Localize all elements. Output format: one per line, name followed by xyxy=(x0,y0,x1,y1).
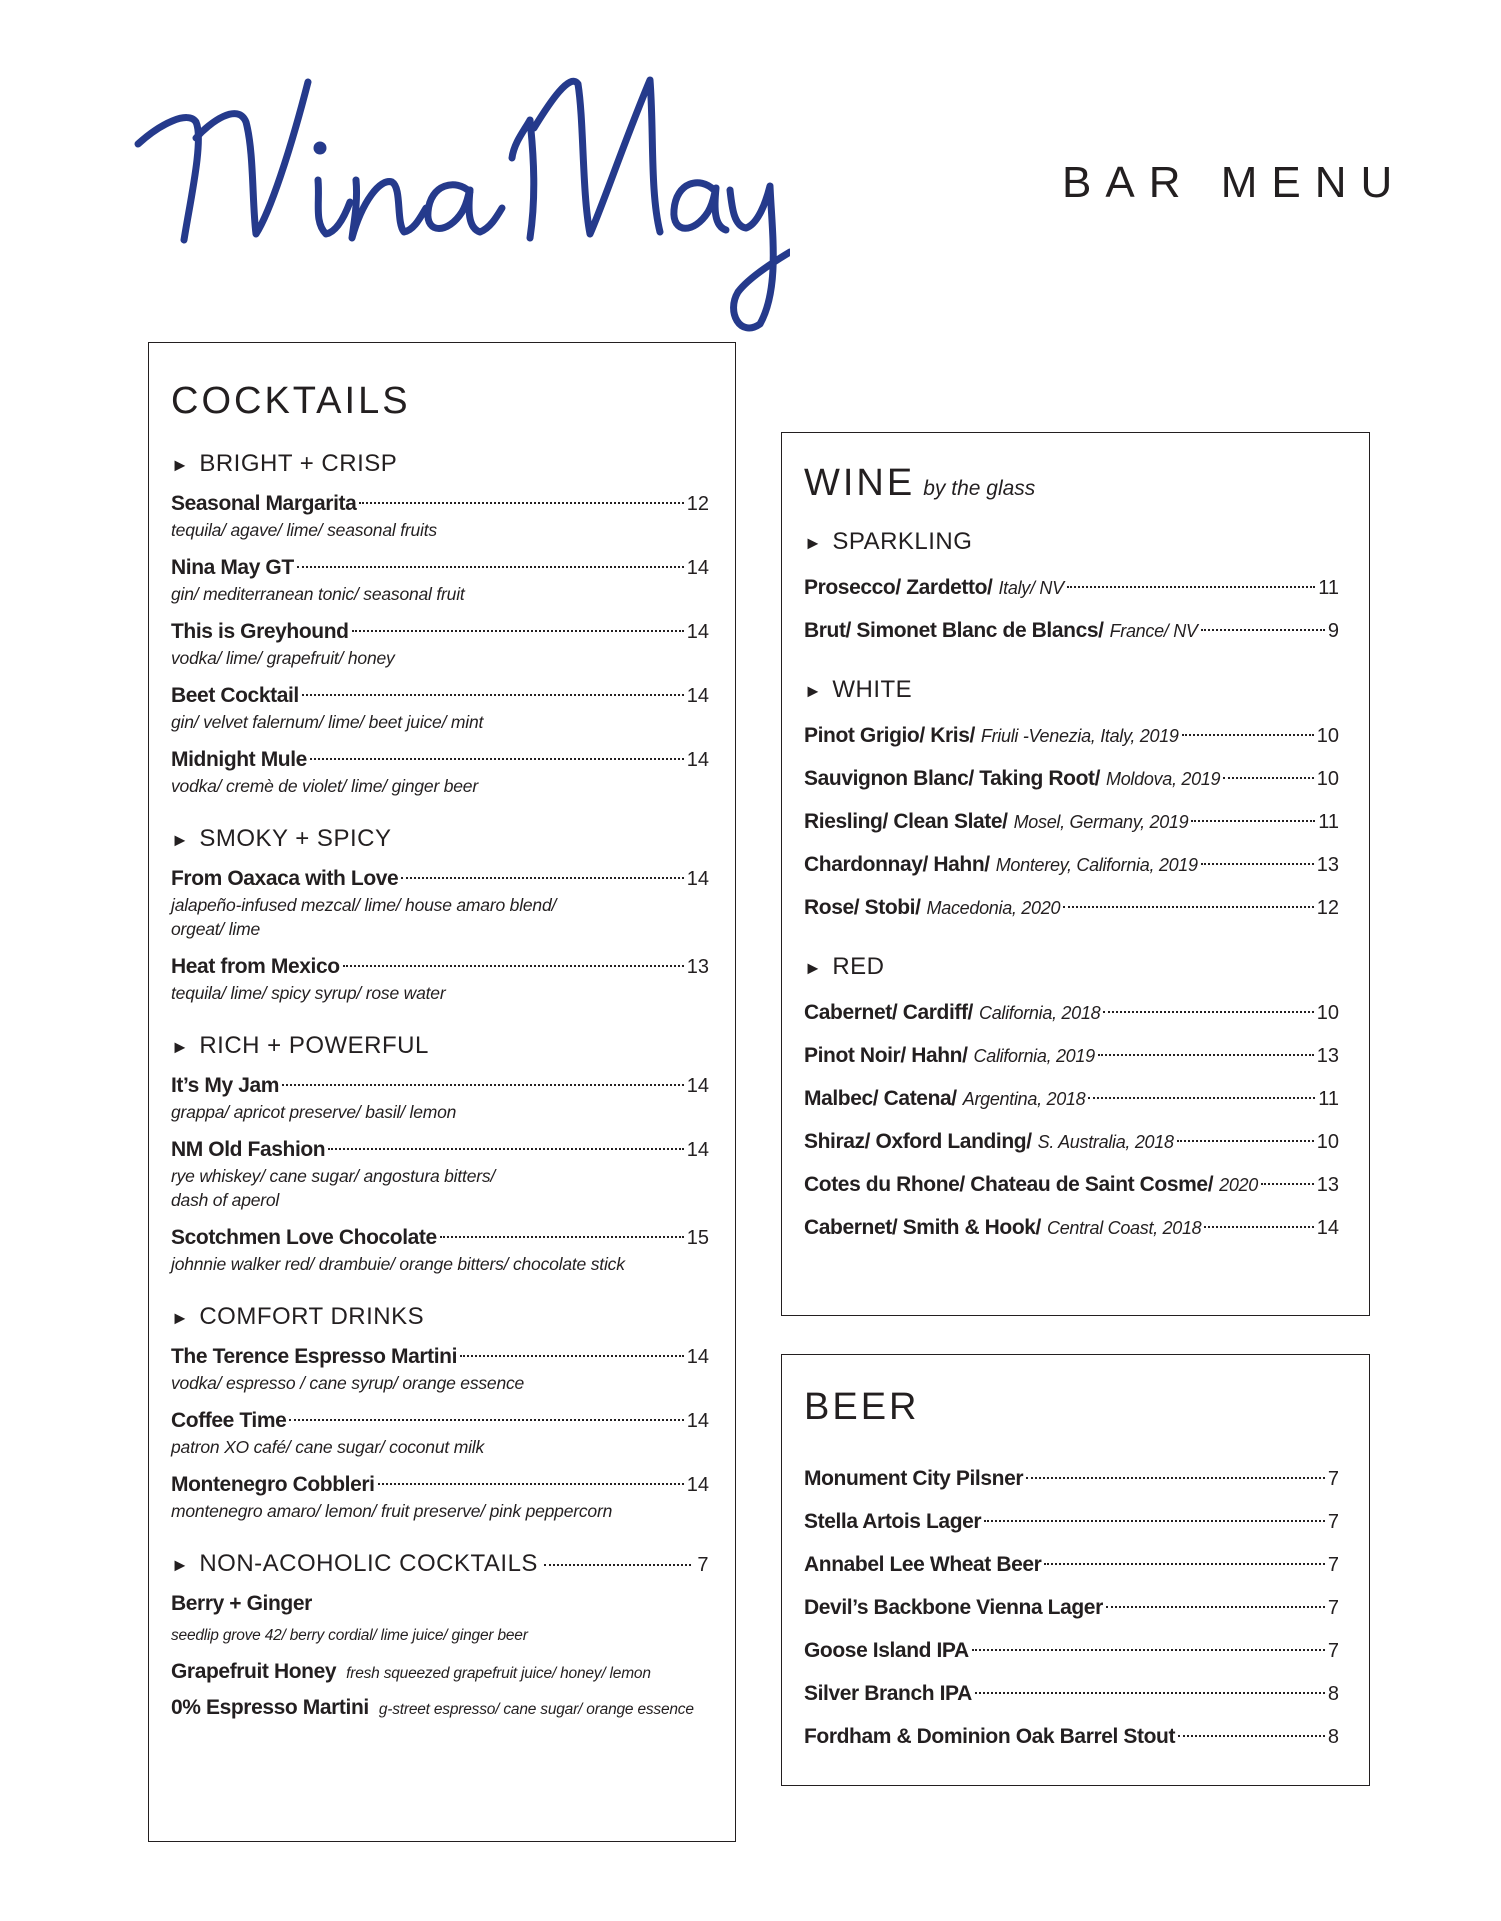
dot-leader xyxy=(1088,1097,1315,1099)
wine-origin: Argentina, 2018 xyxy=(962,1089,1086,1109)
wine-item xyxy=(804,808,1339,836)
item-name: This is Greyhound xyxy=(171,620,349,643)
menu-item xyxy=(171,865,709,941)
section-heading xyxy=(804,675,1339,706)
section-heading-label: SMOKY + SPICY xyxy=(199,825,392,852)
wine-origin: Macedonia, 2020 xyxy=(926,898,1061,918)
wine-item xyxy=(804,1042,1339,1070)
wine-origin: 2020 xyxy=(1219,1175,1258,1195)
item-price: 14 xyxy=(686,685,709,707)
wine-price: 12 xyxy=(1316,897,1339,919)
menu-item-line xyxy=(171,865,709,893)
wine-price: 10 xyxy=(1316,768,1339,790)
menu-item xyxy=(171,490,709,542)
menu-item-line xyxy=(171,953,709,981)
triangle-bullet-icon: ► xyxy=(171,1037,190,1057)
wine-price: 13 xyxy=(1316,854,1339,876)
item-price: 13 xyxy=(686,956,709,978)
wine-name: Pinot Noir/ Hahn/ xyxy=(804,1044,968,1067)
dot-leader xyxy=(297,566,684,568)
wine-name: Cabernet/ Cardiff/ xyxy=(804,1001,973,1024)
menu-item xyxy=(171,682,709,734)
wine-price: 13 xyxy=(1316,1174,1339,1196)
item-description: fresh squeezed grapefruit juice/ honey/ lemon xyxy=(346,1665,651,1682)
triangle-bullet-icon: ► xyxy=(804,533,823,553)
dot-leader xyxy=(1063,906,1314,908)
dot-leader xyxy=(984,1520,1325,1522)
item-description: tequila/ agave/ lime/ seasonal fruits xyxy=(171,520,437,540)
item-name: It’s My Jam xyxy=(171,1074,280,1097)
menu-item xyxy=(171,1072,709,1124)
dot-leader xyxy=(352,630,684,632)
dot-leader xyxy=(1204,1226,1313,1228)
menu-item xyxy=(171,1407,709,1459)
non-alcoholic-heading xyxy=(171,1549,709,1580)
wine-origin: Moldova, 2019 xyxy=(1106,769,1221,789)
section-heading xyxy=(171,449,709,480)
dot-leader xyxy=(972,1649,1325,1651)
item-description: vodka/ espresso / cane syrup/ orange essence xyxy=(171,1373,525,1393)
dot-leader xyxy=(1261,1183,1314,1185)
beer-name: Fordham & Dominion Oak Barrel Stout xyxy=(804,1725,1176,1748)
item-price: 15 xyxy=(686,1227,709,1249)
section-heading-label: COMFORT DRINKS xyxy=(199,1303,425,1330)
wine-item xyxy=(804,894,1339,922)
nina-may-logo xyxy=(130,62,790,342)
menu-item xyxy=(171,1136,709,1212)
beer-item xyxy=(804,1465,1339,1493)
menu-item xyxy=(171,953,709,1005)
menu-item xyxy=(171,746,709,798)
dot-leader xyxy=(310,758,684,760)
menu-item-line xyxy=(171,682,709,710)
item-name: From Oaxaca with Love xyxy=(171,867,399,890)
item-name: Midnight Mule xyxy=(171,748,307,771)
item-name: Montenegro Cobbleri xyxy=(171,1473,375,1496)
item-name: Grapefruit Honey xyxy=(171,1660,337,1683)
item-price: 14 xyxy=(686,1346,709,1368)
wine-origin: Italy/ NV xyxy=(998,578,1064,598)
section-heading xyxy=(171,1302,709,1333)
item-price: 14 xyxy=(686,1139,709,1161)
menu-item xyxy=(171,1590,709,1648)
dot-leader xyxy=(440,1236,684,1238)
wine-name: Malbec/ Catena/ xyxy=(804,1087,957,1110)
wine-item xyxy=(804,999,1339,1027)
beer-item xyxy=(804,1680,1339,1708)
item-price: 14 xyxy=(686,868,709,890)
wine-item xyxy=(804,574,1339,602)
wine-item xyxy=(804,1128,1339,1156)
beer-item xyxy=(804,1594,1339,1622)
wine-item xyxy=(804,617,1339,645)
menu-item xyxy=(171,1471,709,1523)
wine-origin: Mosel, Germany, 2019 xyxy=(1013,812,1189,832)
item-price: 14 xyxy=(686,621,709,643)
wine-origin: Monterey, California, 2019 xyxy=(995,855,1198,875)
wine-price: 11 xyxy=(1318,811,1339,833)
item-name: Seasonal Margarita xyxy=(171,492,357,515)
wine-item xyxy=(804,765,1339,793)
item-description: gin/ velvet falernum/ lime/ beet juice/ mint xyxy=(171,712,484,732)
triangle-bullet-icon: ► xyxy=(171,1308,190,1328)
triangle-bullet-icon: ► xyxy=(804,681,823,701)
wine-name: Sauvignon Blanc/ Taking Root/ xyxy=(804,767,1101,790)
wine-origin: Friuli -Venezia, Italy, 2019 xyxy=(980,726,1179,746)
menu-item-line xyxy=(171,618,709,646)
wine-name: Brut/ Simonet Blanc de Blancs/ xyxy=(804,619,1104,642)
wine-price: 11 xyxy=(1318,1088,1339,1110)
wine-item xyxy=(804,1214,1339,1242)
item-description: jalapeño-infused mezcal/ lime/ house amaro blend/ xyxy=(171,895,557,915)
wine-price: 13 xyxy=(1316,1045,1339,1067)
dot-leader xyxy=(1182,734,1314,736)
cocktail-sections xyxy=(171,449,709,1523)
menu-item-line xyxy=(171,1407,709,1435)
item-price: 14 xyxy=(686,1474,709,1496)
wine-price: 10 xyxy=(1316,1002,1339,1024)
beer-title: BEER xyxy=(804,1386,920,1428)
dot-leader xyxy=(302,694,684,696)
menu-item-line xyxy=(171,1224,709,1252)
section-heading-label: RICH + POWERFUL xyxy=(199,1032,429,1059)
cocktails-panel xyxy=(148,342,736,1842)
dot-leader xyxy=(1106,1606,1325,1608)
beer-price: 7 xyxy=(1327,1640,1339,1662)
triangle-bullet-icon: ► xyxy=(171,830,190,850)
wine-title xyxy=(804,461,1339,511)
item-price: 14 xyxy=(686,1410,709,1432)
wine-name: Shiraz/ Oxford Landing/ xyxy=(804,1130,1032,1153)
beer-price: 7 xyxy=(1327,1468,1339,1490)
item-description: grappa/ apricot preserve/ basil/ lemon xyxy=(171,1102,457,1122)
wine-item xyxy=(804,1085,1339,1113)
item-description: g-street espresso/ cane sugar/ orange essence xyxy=(378,1701,694,1718)
wine-name: Chardonnay/ Hahn/ xyxy=(804,853,990,876)
section-heading xyxy=(804,527,1339,558)
item-price: 14 xyxy=(686,749,709,771)
wine-origin: S. Australia, 2018 xyxy=(1037,1132,1174,1152)
beer-name: Goose Island IPA xyxy=(804,1639,969,1662)
item-name: Beet Cocktail xyxy=(171,684,299,707)
item-description: johnnie walker red/ drambuie/ orange bitters/ chocolate stick xyxy=(171,1254,625,1274)
wine-price: 11 xyxy=(1318,577,1339,599)
menu-item xyxy=(171,1343,709,1395)
dot-leader xyxy=(1026,1477,1325,1479)
menu-item-line xyxy=(171,490,709,518)
menu-item-line xyxy=(171,1471,709,1499)
dot-leader xyxy=(1067,586,1315,588)
item-description: gin/ mediterranean tonic/ seasonal fruit xyxy=(171,584,465,604)
wine-name: Rose/ Stobi/ xyxy=(804,896,921,919)
dot-leader xyxy=(378,1483,684,1485)
triangle-bullet-icon: ► xyxy=(804,958,823,978)
wine-name: Cabernet/ Smith & Hook/ xyxy=(804,1216,1041,1239)
wine-item xyxy=(804,722,1339,750)
section-heading-label: WHITE xyxy=(832,676,913,703)
wine-price: 9 xyxy=(1327,620,1339,642)
menu-item-line xyxy=(171,1072,709,1100)
wine-origin: California, 2018 xyxy=(979,1003,1101,1023)
item-price: 14 xyxy=(686,557,709,579)
menu-item-line xyxy=(171,746,709,774)
dot-leader xyxy=(544,1564,691,1566)
item-description: seedlip grove 42/ berry cordial/ lime juice/ ginger beer xyxy=(171,1627,528,1644)
beer-name: Monument City Pilsner xyxy=(804,1467,1024,1490)
wine-title-label: WINE xyxy=(804,462,916,504)
beer-item xyxy=(804,1551,1339,1579)
wine-origin: France/ NV xyxy=(1109,621,1198,641)
section-heading xyxy=(171,824,709,855)
beer-price: 7 xyxy=(1327,1554,1339,1576)
dot-leader xyxy=(460,1355,684,1357)
wine-name: Cotes du Rhone/ Chateau de Saint Cosme/ xyxy=(804,1173,1214,1196)
menu-item-line xyxy=(171,1658,709,1686)
beer-name: Silver Branch IPA xyxy=(804,1682,972,1705)
section-heading-label: RED xyxy=(832,953,885,980)
item-description: orgeat/ lime xyxy=(171,919,261,939)
beer-list xyxy=(804,1465,1339,1751)
wine-name: Pinot Grigio/ Kris/ xyxy=(804,724,975,747)
dot-leader xyxy=(1223,777,1314,779)
beer-price: 8 xyxy=(1327,1726,1339,1748)
wine-origin: Central Coast, 2018 xyxy=(1047,1218,1202,1238)
item-name: Heat from Mexico xyxy=(171,955,340,978)
menu-item xyxy=(171,1694,709,1722)
item-name: Berry + Ginger xyxy=(171,1592,312,1615)
dot-leader xyxy=(975,1692,1325,1694)
wine-item xyxy=(804,851,1339,879)
item-price: 12 xyxy=(686,493,709,515)
item-description: rye whiskey/ cane sugar/ angostura bitters/ xyxy=(171,1166,496,1186)
dot-leader xyxy=(401,877,683,879)
section-heading-label: BRIGHT + CRISP xyxy=(199,450,398,477)
wine-price: 14 xyxy=(1316,1217,1339,1239)
menu-item xyxy=(171,1658,709,1686)
menu-item-line xyxy=(171,1343,709,1371)
wine-name: Riesling/ Clean Slate/ xyxy=(804,810,1008,833)
item-name: Scotchmen Love Chocolate xyxy=(171,1226,437,1249)
beer-item xyxy=(804,1508,1339,1536)
dot-leader xyxy=(1098,1054,1314,1056)
item-description: vodka/ lime/ grapefruit/ honey xyxy=(171,648,395,668)
dot-leader xyxy=(328,1148,684,1150)
wine-price: 10 xyxy=(1316,725,1339,747)
menu-item xyxy=(171,618,709,670)
menu-item-line xyxy=(171,554,709,582)
item-name: The Terence Espresso Martini xyxy=(171,1345,458,1368)
section-heading xyxy=(171,1031,709,1062)
beer-item xyxy=(804,1637,1339,1665)
beer-panel xyxy=(781,1354,1370,1786)
section-heading-label: SPARKLING xyxy=(832,528,973,555)
item-description: tequila/ lime/ spicy syrup/ rose water xyxy=(171,983,446,1003)
item-description: dash of aperol xyxy=(171,1190,280,1210)
menu-item xyxy=(171,1224,709,1276)
dot-leader xyxy=(1178,1735,1325,1737)
menu-item-line xyxy=(171,1590,709,1618)
menu-item xyxy=(171,554,709,606)
item-description: vodka/ cremè de violet/ lime/ ginger beer xyxy=(171,776,478,796)
menu-item-line xyxy=(171,1136,709,1164)
wine-price: 10 xyxy=(1316,1131,1339,1153)
item-name: 0% Espresso Martini xyxy=(171,1696,369,1719)
wine-name: Prosecco/ Zardetto/ xyxy=(804,576,993,599)
dot-leader xyxy=(1044,1563,1324,1565)
dot-leader xyxy=(1191,820,1315,822)
beer-item xyxy=(804,1723,1339,1751)
beer-price: 7 xyxy=(1327,1597,1339,1619)
dot-leader xyxy=(1177,1140,1314,1142)
wine-origin: California, 2019 xyxy=(973,1046,1095,1066)
menu-item-line xyxy=(171,1694,709,1722)
triangle-bullet-icon: ► xyxy=(171,1555,190,1575)
item-name: Coffee Time xyxy=(171,1409,287,1432)
dot-leader xyxy=(1201,629,1325,631)
wine-subtitle: by the glass xyxy=(923,477,1036,500)
wine-panel xyxy=(781,432,1370,1316)
beer-name: Devil’s Backbone Vienna Lager xyxy=(804,1596,1103,1619)
beer-name: Annabel Lee Wheat Beer xyxy=(804,1553,1042,1576)
dot-leader xyxy=(343,965,684,967)
dot-leader xyxy=(282,1084,684,1086)
item-description: patron XO café/ cane sugar/ coconut milk xyxy=(171,1437,484,1457)
triangle-bullet-icon: ► xyxy=(171,455,190,475)
dot-leader xyxy=(359,502,683,504)
section-heading xyxy=(804,952,1339,983)
section-heading-label: NON-ACOHOLIC COCKTAILS xyxy=(199,1550,538,1577)
item-name: NM Old Fashion xyxy=(171,1138,326,1161)
dot-leader xyxy=(1201,863,1314,865)
bar-menu-title: BAR MENU xyxy=(1062,158,1407,207)
wine-item xyxy=(804,1171,1339,1199)
price: 7 xyxy=(697,1554,709,1576)
item-name: Nina May GT xyxy=(171,556,294,579)
dot-leader xyxy=(289,1419,683,1421)
wine-sections xyxy=(804,527,1339,1242)
cocktails-title: COCKTAILS xyxy=(171,380,411,422)
item-price: 14 xyxy=(686,1075,709,1097)
beer-price: 7 xyxy=(1327,1511,1339,1533)
beer-name: Stella Artois Lager xyxy=(804,1510,982,1533)
beer-price: 8 xyxy=(1327,1683,1339,1705)
non-alcoholic-list xyxy=(171,1590,709,1722)
dot-leader xyxy=(1103,1011,1313,1013)
item-description: montenegro amaro/ lemon/ fruit preserve/ pink peppercorn xyxy=(171,1501,613,1521)
